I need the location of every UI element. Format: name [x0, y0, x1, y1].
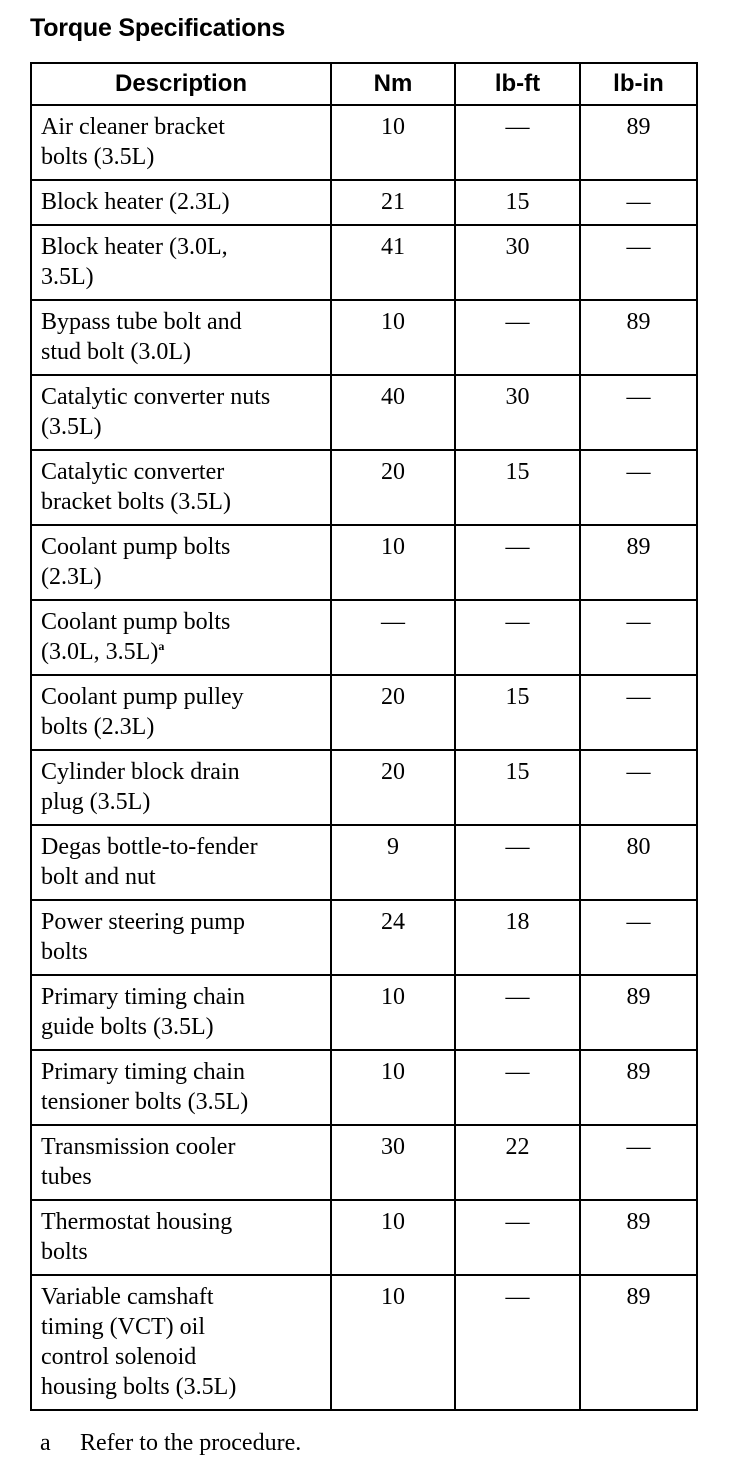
description-line [41, 487, 322, 517]
description-text: Block heater (3.0L, [41, 234, 228, 260]
cell-lb-ft: — [455, 1275, 580, 1410]
column-header-lb-ft: lb-ft [455, 63, 580, 105]
description-line [41, 532, 322, 562]
table-row [31, 225, 697, 300]
footnote-ref: a [158, 639, 165, 653]
description-text: Transmission cooler [41, 1134, 236, 1160]
cell-lb-ft: — [455, 105, 580, 180]
cell-nm: 40 [331, 375, 455, 450]
description-line [41, 832, 322, 862]
torque-spec-table [30, 62, 698, 1411]
description-line [41, 862, 322, 892]
cell-lb-in: — [580, 675, 697, 750]
description-text: Power steering pump [41, 909, 245, 935]
column-header-lb-in: lb-in [580, 63, 697, 105]
table-row [31, 1200, 697, 1275]
cell-description [31, 1200, 331, 1275]
cell-description [31, 900, 331, 975]
description-line [41, 1087, 322, 1117]
cell-nm: 10 [331, 1050, 455, 1125]
cell-description [31, 375, 331, 450]
cell-lb-ft: — [455, 975, 580, 1050]
cell-lb-ft: — [455, 525, 580, 600]
cell-lb-in: — [580, 900, 697, 975]
cell-description [31, 105, 331, 180]
description-text: stud bolt (3.0L) [41, 339, 191, 365]
description-line [41, 112, 322, 142]
cell-lb-in: — [580, 225, 697, 300]
cell-lb-ft: — [455, 600, 580, 675]
table-row [31, 825, 697, 900]
cell-description [31, 180, 331, 225]
table-row [31, 675, 697, 750]
cell-description [31, 1050, 331, 1125]
table-row [31, 900, 697, 975]
description-text: Cylinder block drain [41, 759, 240, 785]
cell-nm: 10 [331, 525, 455, 600]
cell-nm: 9 [331, 825, 455, 900]
cell-lb-ft: — [455, 1200, 580, 1275]
cell-lb-ft: — [455, 825, 580, 900]
description-line [41, 307, 322, 337]
description-text: tubes [41, 1164, 92, 1190]
description-text: Primary timing chain [41, 1059, 245, 1085]
description-line [41, 1162, 322, 1192]
cell-lb-ft: — [455, 300, 580, 375]
table-row [31, 1275, 697, 1410]
cell-nm: 41 [331, 225, 455, 300]
cell-lb-in: — [580, 450, 697, 525]
description-text: Coolant pump pulley [41, 684, 244, 710]
cell-nm: — [331, 600, 455, 675]
description-text: (2.3L) [41, 564, 102, 590]
description-line [41, 1372, 322, 1402]
table-row [31, 375, 697, 450]
table-row [31, 180, 697, 225]
description-text: bolts [41, 939, 88, 965]
description-text: bolts [41, 1239, 88, 1265]
description-line [41, 262, 322, 292]
table-body [31, 105, 697, 1410]
description-line [41, 637, 322, 667]
description-text: Coolant pump bolts [41, 609, 231, 635]
description-line [41, 562, 322, 592]
cell-lb-in: 89 [580, 1200, 697, 1275]
cell-description [31, 1125, 331, 1200]
description-text: bracket bolts (3.5L) [41, 489, 231, 515]
cell-lb-in: 89 [580, 975, 697, 1050]
page-title: Torque Specifications [30, 14, 286, 42]
description-text: Bypass tube bolt and [41, 309, 242, 335]
table-row [31, 975, 697, 1050]
table-row [31, 1050, 697, 1125]
cell-lb-in: 89 [580, 1275, 697, 1410]
description-line [41, 412, 322, 442]
description-text: (3.5L) [41, 414, 102, 440]
description-line [41, 907, 322, 937]
footnote-mark: a [40, 1430, 51, 1456]
cell-lb-in: 89 [580, 105, 697, 180]
cell-lb-ft: 15 [455, 675, 580, 750]
description-line [41, 1342, 322, 1372]
description-line [41, 1012, 322, 1042]
description-text: Degas bottle-to-fender [41, 834, 258, 860]
description-text: 3.5L) [41, 264, 94, 290]
footnote-text: Refer to the procedure. [80, 1430, 302, 1456]
cell-lb-ft: 15 [455, 450, 580, 525]
description-line [41, 457, 322, 487]
description-line [41, 382, 322, 412]
description-line [41, 142, 322, 172]
description-text: Catalytic converter [41, 459, 225, 485]
description-text: Coolant pump bolts [41, 534, 231, 560]
table-header-row [31, 63, 697, 105]
cell-lb-in: 89 [580, 1050, 697, 1125]
cell-lb-in: — [580, 600, 697, 675]
description-line [41, 337, 322, 367]
cell-lb-ft: — [455, 1050, 580, 1125]
description-text: Air cleaner bracket [41, 114, 225, 140]
description-text: Thermostat housing [41, 1209, 233, 1235]
cell-lb-in: — [580, 1125, 697, 1200]
table-row [31, 1125, 697, 1200]
cell-lb-ft: 15 [455, 750, 580, 825]
description-text: Block heater (2.3L) [41, 189, 230, 215]
description-text: housing bolts (3.5L) [41, 1374, 237, 1400]
description-text: timing (VCT) oil [41, 1314, 205, 1340]
column-header-description: Description [31, 63, 331, 105]
description-text: guide bolts (3.5L) [41, 1014, 214, 1040]
cell-nm: 10 [331, 300, 455, 375]
description-line [41, 187, 322, 217]
cell-description [31, 750, 331, 825]
description-line [41, 982, 322, 1012]
table-row [31, 300, 697, 375]
cell-description [31, 225, 331, 300]
cell-nm: 20 [331, 750, 455, 825]
description-text: plug (3.5L) [41, 789, 151, 815]
cell-lb-in: 80 [580, 825, 697, 900]
cell-lb-in: 89 [580, 300, 697, 375]
description-line [41, 787, 322, 817]
cell-description [31, 450, 331, 525]
cell-nm: 24 [331, 900, 455, 975]
description-text: bolt and nut [41, 864, 156, 890]
description-line [41, 1057, 322, 1087]
description-text: Variable camshaft [41, 1284, 214, 1310]
description-line [41, 232, 322, 262]
description-line [41, 1237, 322, 1267]
cell-description [31, 975, 331, 1050]
cell-lb-in: — [580, 750, 697, 825]
cell-lb-ft: 30 [455, 225, 580, 300]
description-line [41, 937, 322, 967]
description-text: (3.0L, 3.5L) [41, 639, 159, 665]
description-text: control solenoid [41, 1344, 197, 1370]
cell-lb-in: 89 [580, 525, 697, 600]
cell-description [31, 300, 331, 375]
footnote [40, 1430, 301, 1457]
description-line [41, 1282, 322, 1312]
cell-lb-in: — [580, 375, 697, 450]
description-line [41, 757, 322, 787]
description-line [41, 1312, 322, 1342]
cell-description [31, 600, 331, 675]
description-line [41, 607, 322, 637]
cell-lb-ft: 22 [455, 1125, 580, 1200]
table-row [31, 600, 697, 675]
description-line [41, 682, 322, 712]
table-row [31, 105, 697, 180]
cell-nm: 10 [331, 1200, 455, 1275]
cell-nm: 30 [331, 1125, 455, 1200]
column-header-nm: Nm [331, 63, 455, 105]
cell-nm: 20 [331, 675, 455, 750]
cell-nm: 10 [331, 105, 455, 180]
description-line [41, 712, 322, 742]
cell-lb-ft: 30 [455, 375, 580, 450]
table-row [31, 750, 697, 825]
cell-nm: 21 [331, 180, 455, 225]
cell-description [31, 675, 331, 750]
description-text: tensioner bolts (3.5L) [41, 1089, 249, 1115]
table-row [31, 450, 697, 525]
cell-description [31, 825, 331, 900]
cell-nm: 10 [331, 1275, 455, 1410]
description-text: Primary timing chain [41, 984, 245, 1010]
description-text: bolts (3.5L) [41, 144, 155, 170]
description-text: Catalytic converter nuts [41, 384, 271, 410]
cell-lb-ft: 15 [455, 180, 580, 225]
cell-lb-in: — [580, 180, 697, 225]
description-line [41, 1132, 322, 1162]
cell-nm: 20 [331, 450, 455, 525]
cell-description [31, 525, 331, 600]
table-row [31, 525, 697, 600]
cell-description [31, 1275, 331, 1410]
cell-nm: 10 [331, 975, 455, 1050]
description-line [41, 1207, 322, 1237]
description-text: bolts (2.3L) [41, 714, 155, 740]
cell-lb-ft: 18 [455, 900, 580, 975]
